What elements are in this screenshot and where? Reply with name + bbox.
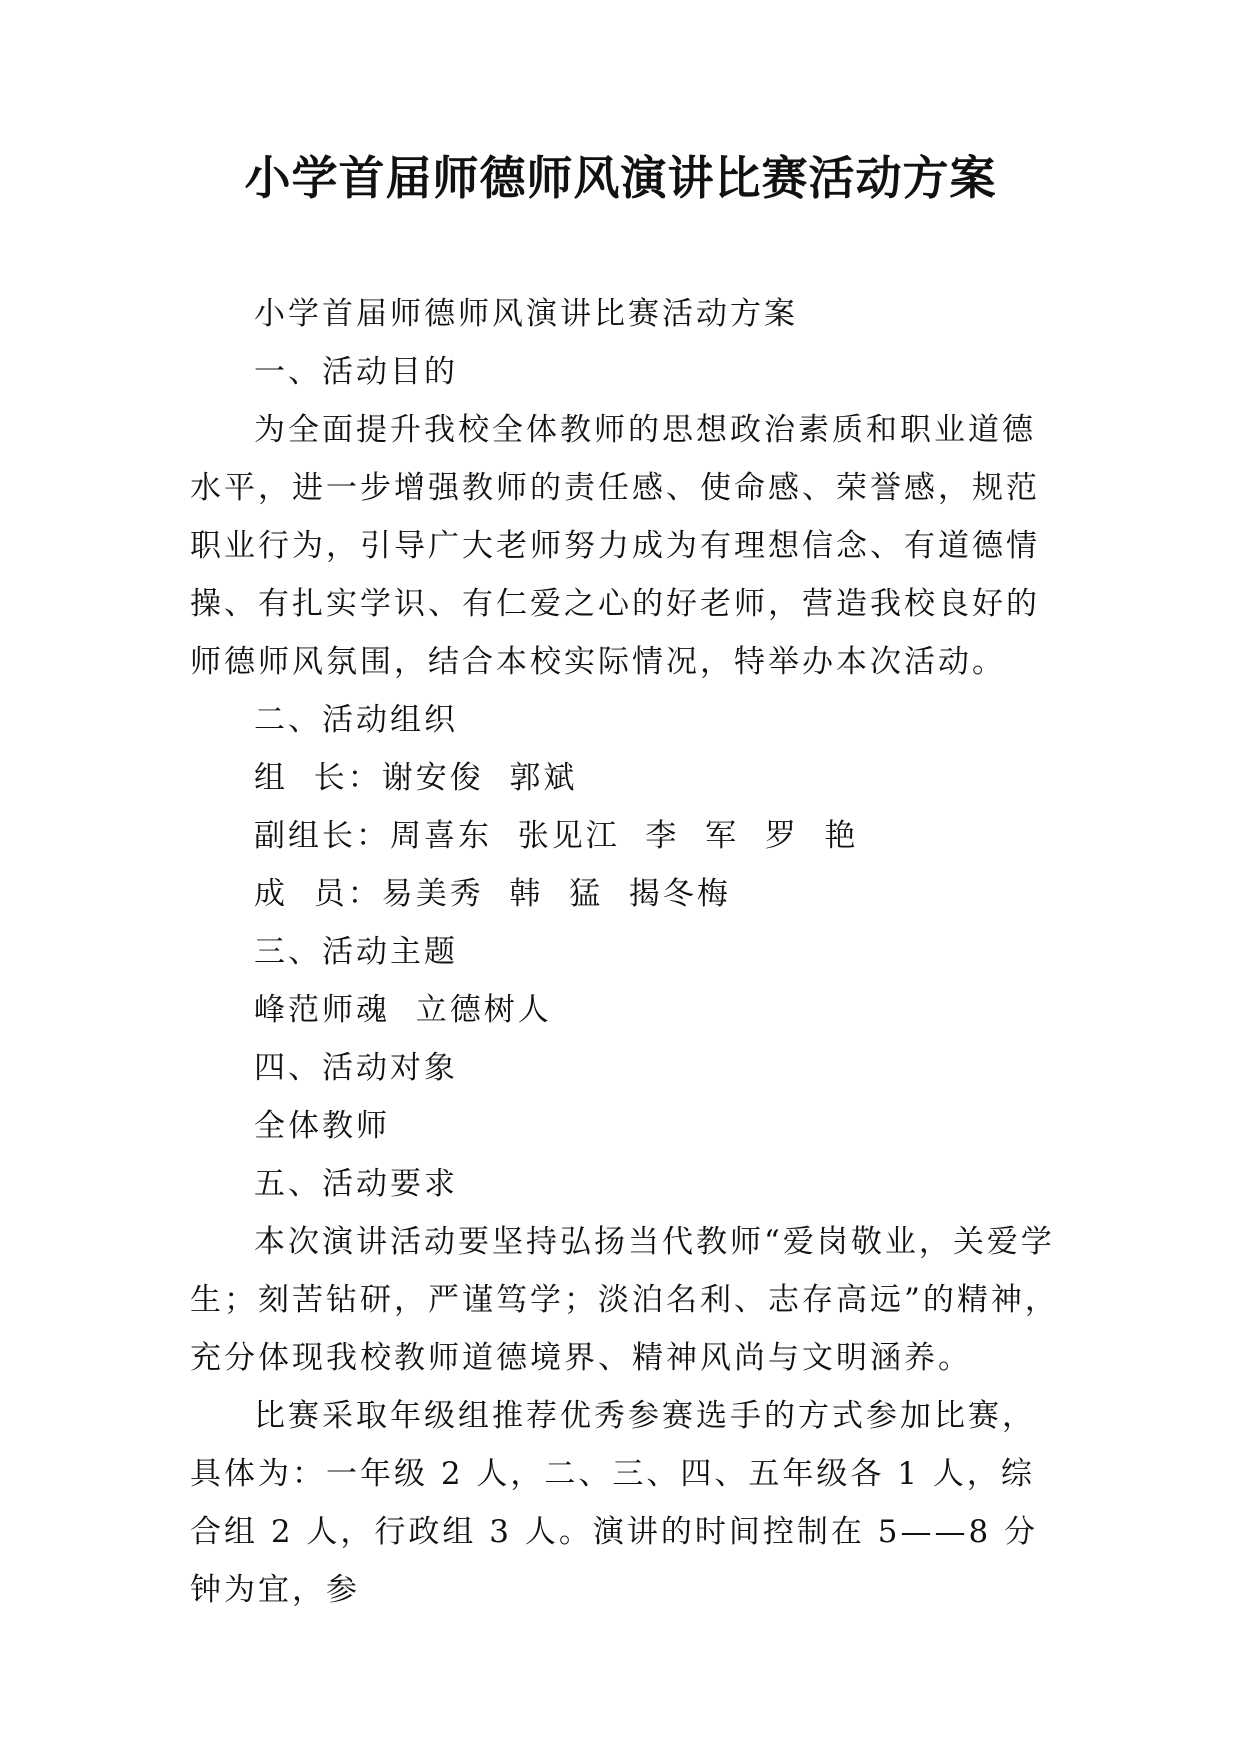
section-heading-audience: 四、活动对象 (254, 1050, 458, 1086)
section-heading-organization: 二、活动组织 (254, 702, 458, 738)
section-heading-theme: 三、活动主题 (254, 934, 458, 970)
section-heading-requirements: 五、活动要求 (254, 1166, 458, 1202)
paragraph-leader: 组 长：谢安俊 郭斌 (254, 760, 578, 796)
document-body (190, 285, 1065, 1619)
paragraph-requirements-spirit: 本次演讲活动要坚持弘扬当代教师“爱岗敬业，关爱学生；刻苦钻研，严谨笃学；淡泊名利、志存高远”的精神，充分体现我校教师道德境界、精神风尚与文明涵养。 (190, 1224, 1059, 1376)
section-heading-purpose: 一、活动目的 (254, 354, 458, 390)
paragraph-subtitle: 小学首届师德师风演讲比赛活动方案 (254, 296, 798, 332)
paragraph-purpose: 为全面提升我校全体教师的思想政治素质和职业道德水平，进一步增强教师的责任感、使命感、荣誉感，规范职业行为，引导广大老师努力成为有理想信念、有道德情操、有扎实学识、有仁爱之心的好老师，营造我校良好的师德师风氛围，结合本校实际情况，特举办本次活动。 (190, 412, 1040, 680)
paragraph-theme: 峰范师魂 立德树人 (254, 992, 552, 1028)
paragraph-audience: 全体教师 (254, 1108, 390, 1144)
paragraph-deputy-leaders: 副组长：周喜东 张见江 李 军 罗 艳 (254, 818, 859, 854)
document-title: 小学首届师德师风演讲比赛活动方案 (244, 151, 997, 205)
paragraph-members: 成 员：易美秀 韩 猛 揭冬梅 (254, 876, 731, 912)
paragraph-requirements-format: 比赛采取年级组推荐优秀参赛选手的方式参加比赛，具体为：一年级 2 人，二、三、四、五年级各 1 人，综合组 2 人，行政组 3 人。演讲的时间控制在 5——8 分钟为宜，参 (190, 1398, 1039, 1608)
